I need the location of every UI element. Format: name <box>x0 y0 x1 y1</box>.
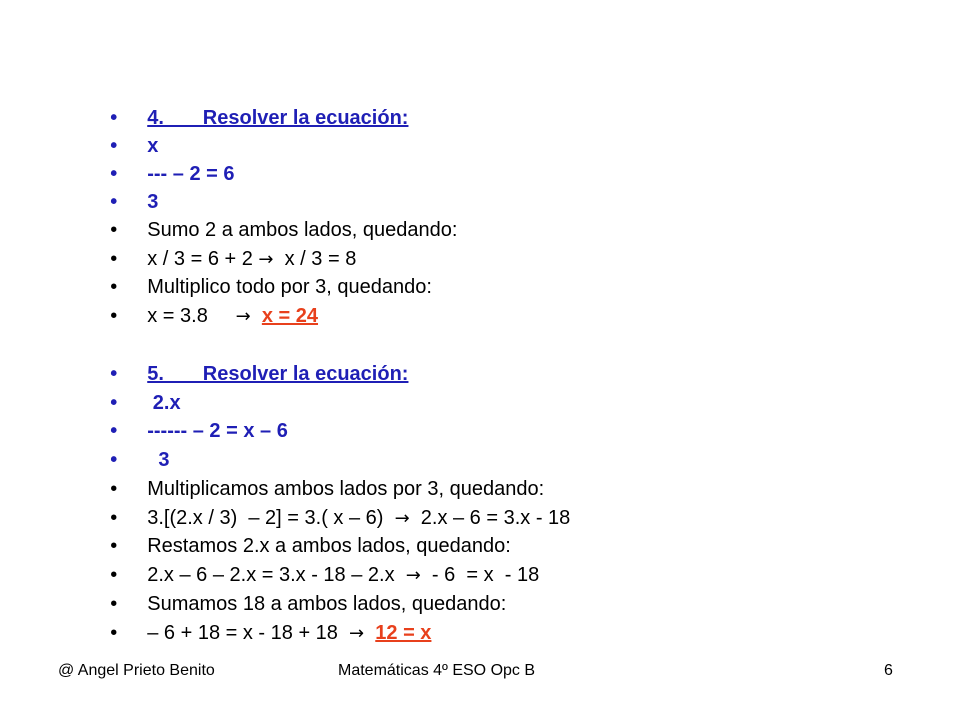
ex4-step2-left: x / 3 = 6 + 2 <box>147 248 259 270</box>
ex4-step2-line <box>88 217 357 270</box>
ex5-step2-line <box>88 476 571 529</box>
ex5-title-line <box>88 332 409 385</box>
ex5-denominator-line <box>88 418 170 471</box>
bullet: • <box>110 219 118 241</box>
ex5-step3: Restamos 2.x a ambos lados, quedando: <box>147 535 511 557</box>
ex4-step2-right: x / 3 = 8 <box>273 248 357 270</box>
arrow-icon: → <box>235 306 251 327</box>
ex5-step5: Sumamos 18 a ambos lados, quedando: <box>147 593 507 615</box>
bullet: • <box>110 276 118 298</box>
ex4-fraction-line <box>88 132 235 185</box>
ex4-fraction: --- – 2 = 6 <box>147 163 235 185</box>
ex4-denominator-line <box>88 160 159 213</box>
ex5-fraction: ------ – 2 = x – 6 <box>147 420 288 442</box>
bullet: • <box>110 420 118 442</box>
ex4-title-line <box>88 76 409 129</box>
bullet: • <box>110 449 118 471</box>
ex5-numerator-line <box>88 361 181 414</box>
footer-author: @ Angel Prieto Benito <box>58 662 215 679</box>
footer-page-number: 6 <box>884 662 893 679</box>
bullet: • <box>110 363 118 385</box>
ex4-title: 4. Resolver la ecuación: <box>147 107 409 129</box>
ex4-denominator: 3 <box>147 191 159 213</box>
ex5-step4-line <box>88 533 540 586</box>
arrow-icon: → <box>349 623 365 644</box>
ex5-step6-left: – 6 + 18 = x - 18 + 18 <box>147 622 350 644</box>
arrow-icon: → <box>405 565 421 586</box>
ex4-step3-line <box>88 245 432 298</box>
arrow-icon: → <box>258 249 274 270</box>
bullet: • <box>110 593 118 615</box>
bullet: • <box>110 248 118 270</box>
ex5-step2-left: 3.[(2.x / 3) – 2] = 3.( x – 6) <box>147 507 395 529</box>
bullet: • <box>110 163 118 185</box>
bullet: • <box>110 478 118 500</box>
ex4-step1-line <box>88 188 458 241</box>
ex4-step4-line <box>88 274 319 327</box>
ex5-title: 5. Resolver la ecuación: <box>147 363 409 385</box>
bullet: • <box>110 191 118 213</box>
ex5-step5-line <box>88 562 507 615</box>
bullet: • <box>110 564 118 586</box>
ex5-step2-right: 2.x – 6 = 3.x - 18 <box>409 507 571 529</box>
footer-course: Matemáticas 4º ESO Opc B <box>338 662 536 679</box>
ex4-step3: Multiplico todo por 3, quedando: <box>147 276 432 298</box>
ex5-step1: Multiplicamos ambos lados por 3, quedando: <box>147 478 545 500</box>
ex4-numerator: x <box>147 135 159 157</box>
ex4-step1: Sumo 2 a ambos lados, quedando: <box>147 219 458 241</box>
ex5-denominator: 3 <box>147 449 170 471</box>
bullet: • <box>110 107 118 129</box>
ex4-step4-left: x = 3.8 <box>147 305 236 327</box>
bullet: • <box>110 535 118 557</box>
ex5-step1-line <box>88 447 545 500</box>
bullet: • <box>110 305 118 327</box>
bullet: • <box>110 622 118 644</box>
ex5-step4-right: - 6 = x - 18 <box>420 564 540 586</box>
bullet: • <box>110 135 118 157</box>
bullet: • <box>110 392 118 414</box>
bullet: • <box>110 507 118 529</box>
ex5-answer: 12 = x <box>375 622 432 644</box>
ex4-answer: x = 24 <box>261 305 319 327</box>
ex5-numerator: 2.x <box>147 392 181 414</box>
ex5-step4-left: 2.x – 6 – 2.x = 3.x - 18 – 2.x <box>147 564 406 586</box>
ex5-step6-line <box>88 591 432 644</box>
ex5-step3-line <box>88 504 511 557</box>
ex5-fraction-line <box>88 389 288 442</box>
arrow-icon: → <box>394 508 410 529</box>
ex4-numerator-line <box>88 104 159 157</box>
